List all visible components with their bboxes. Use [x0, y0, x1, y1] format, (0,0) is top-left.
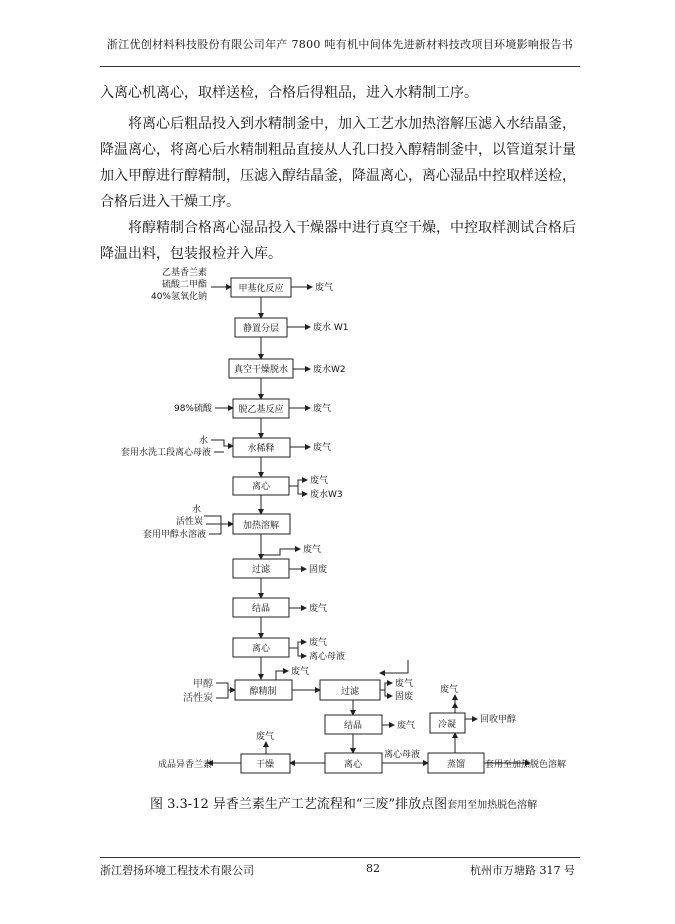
- step-distill: [428, 753, 484, 773]
- svg-text:废气: 废气: [309, 638, 328, 648]
- svg-text:废气: 废气: [313, 443, 332, 453]
- step-alcohol-refine: [235, 680, 292, 700]
- svg-text:废气: 废气: [313, 404, 332, 414]
- step-deethylation: [233, 399, 289, 418]
- step-water-dilution: [233, 438, 290, 457]
- step-standing-separation: [235, 318, 287, 337]
- svg-text:冷凝: 冷凝: [437, 720, 457, 730]
- svg-text:离心母液: 离心母液: [384, 750, 421, 760]
- svg-text:加热溶解: 加热溶解: [242, 521, 280, 531]
- figure-caption: [150, 793, 537, 812]
- svg-text:废气: 废气: [291, 667, 310, 677]
- svg-text:离心: 离心: [251, 482, 271, 492]
- svg-text:40%氢氧化钠: 40%氢氧化钠: [150, 292, 207, 302]
- caption-tail: 套用至加热脱色溶解: [447, 800, 538, 811]
- svg-text:甲基化反应: 甲基化反应: [238, 284, 284, 294]
- svg-text:甲醇: 甲醇: [193, 679, 213, 690]
- svg-text:套用水洗工段离心母液: 套用水洗工段离心母液: [120, 448, 211, 458]
- svg-text:废气: 废气: [397, 721, 416, 731]
- svg-text:水: 水: [191, 505, 201, 515]
- svg-text:废气: 废气: [310, 476, 329, 486]
- svg-text:固废: 固废: [309, 565, 328, 575]
- page-number: 82: [366, 862, 380, 875]
- step-crystallize-2: [325, 715, 382, 734]
- step-condense: [430, 713, 465, 733]
- svg-text:离心母液: 离心母液: [309, 652, 346, 662]
- footer-address: 杭州市万塘路 317 号: [470, 864, 575, 877]
- svg-text:废气: 废气: [309, 604, 328, 614]
- paragraph-2: 将离心后粗品投入到水精制釜中，加入工艺水加热溶解压滤入水结晶釜，降温离心，将离心后水精制粗品直接从人孔口投入醇精制釜中，以管道泵计量加入甲醇进行醇精制，压滤入醇结晶釜，降温离心，离心湿品中控取样送检，合格后进入干燥工序。: [100, 116, 576, 210]
- svg-text:干燥: 干燥: [255, 760, 275, 770]
- step-crystallize-1: [233, 598, 289, 617]
- step-filter-1: [233, 559, 289, 578]
- svg-text:废气: 废气: [395, 679, 414, 689]
- svg-text:成品异香兰素: 成品异香兰素: [158, 760, 213, 770]
- svg-text:固废: 固废: [395, 692, 414, 702]
- svg-text:离心: 离心: [251, 644, 271, 654]
- step-centrifuge-2: [233, 638, 289, 657]
- svg-text:过滤: 过滤: [340, 687, 360, 697]
- svg-text:过滤: 过滤: [251, 565, 271, 575]
- footer-company: 浙江碧扬环境工程技术有限公司: [100, 864, 254, 877]
- step-dry: [241, 754, 290, 773]
- step-boxes: [229, 278, 484, 773]
- svg-text:醇精制: 醇精制: [249, 687, 277, 697]
- svg-text:废水W2: 废水W2: [313, 365, 346, 375]
- svg-text:98%硫酸: 98%硫酸: [173, 404, 212, 414]
- step-vacuum-dry: [229, 359, 293, 378]
- svg-text:废气: 废气: [315, 283, 334, 293]
- input-lines: [204, 287, 235, 698]
- input-labels: [121, 266, 213, 704]
- svg-text:废气: 废气: [303, 545, 322, 555]
- svg-text:活性炭: 活性炭: [183, 693, 213, 704]
- paragraph-1: 入离心机离心，取样送检，合格后得粗品，进入水精制工序。: [100, 85, 478, 101]
- step-filter-2: [320, 680, 380, 700]
- svg-text:硫酸二甲酯: 硫酸二甲酯: [161, 280, 207, 290]
- step-methylation: [231, 278, 291, 297]
- svg-text:废水W3: 废水W3: [310, 490, 343, 500]
- svg-text:水稀释: 水稀释: [247, 444, 275, 454]
- step-heat-dissolve: [233, 514, 290, 534]
- svg-text:结晶: 结晶: [343, 721, 363, 731]
- svg-text:乙基香兰素: 乙基香兰素: [161, 268, 207, 278]
- svg-text:水: 水: [198, 436, 208, 446]
- step-centrifuge-3: [325, 753, 382, 773]
- svg-text:废气: 废气: [256, 732, 275, 742]
- svg-text:结晶: 结晶: [251, 604, 271, 614]
- paragraph-3: 将醇精制合格离心湿品投入干燥器中进行真空干燥，中控取样测试合格后降温出料，包装报检并入库。: [100, 220, 576, 262]
- svg-text:离心: 离心: [343, 760, 363, 770]
- svg-text:真空干燥脱水: 真空干燥脱水: [233, 365, 289, 375]
- svg-text:脱乙基反应: 脱乙基反应: [238, 405, 284, 415]
- caption-main: 图 3.3-12 异香兰素生产工艺流程和“三废”排放点图: [150, 797, 448, 812]
- step-centrifuge-1: [233, 477, 289, 495]
- svg-text:回收甲醇: 回收甲醇: [480, 715, 517, 725]
- svg-text:套用甲醇水溶液: 套用甲醇水溶液: [142, 530, 206, 540]
- svg-text:套用至加热脱色溶解: 套用至加热脱色溶解: [485, 760, 567, 770]
- svg-text:活性炭: 活性炭: [175, 517, 203, 527]
- svg-text:蒸馏: 蒸馏: [446, 760, 466, 770]
- svg-text:废水 W1: 废水 W1: [313, 323, 349, 333]
- svg-text:废气: 废气: [440, 685, 459, 695]
- document-header: 浙江优创材料科技股份有限公司年产 7800 吨有机中间体先进新材料技改项目环境影响报告书: [106, 38, 574, 51]
- svg-text:静置分层: 静置分层: [242, 324, 280, 334]
- footer-rule: [100, 857, 580, 858]
